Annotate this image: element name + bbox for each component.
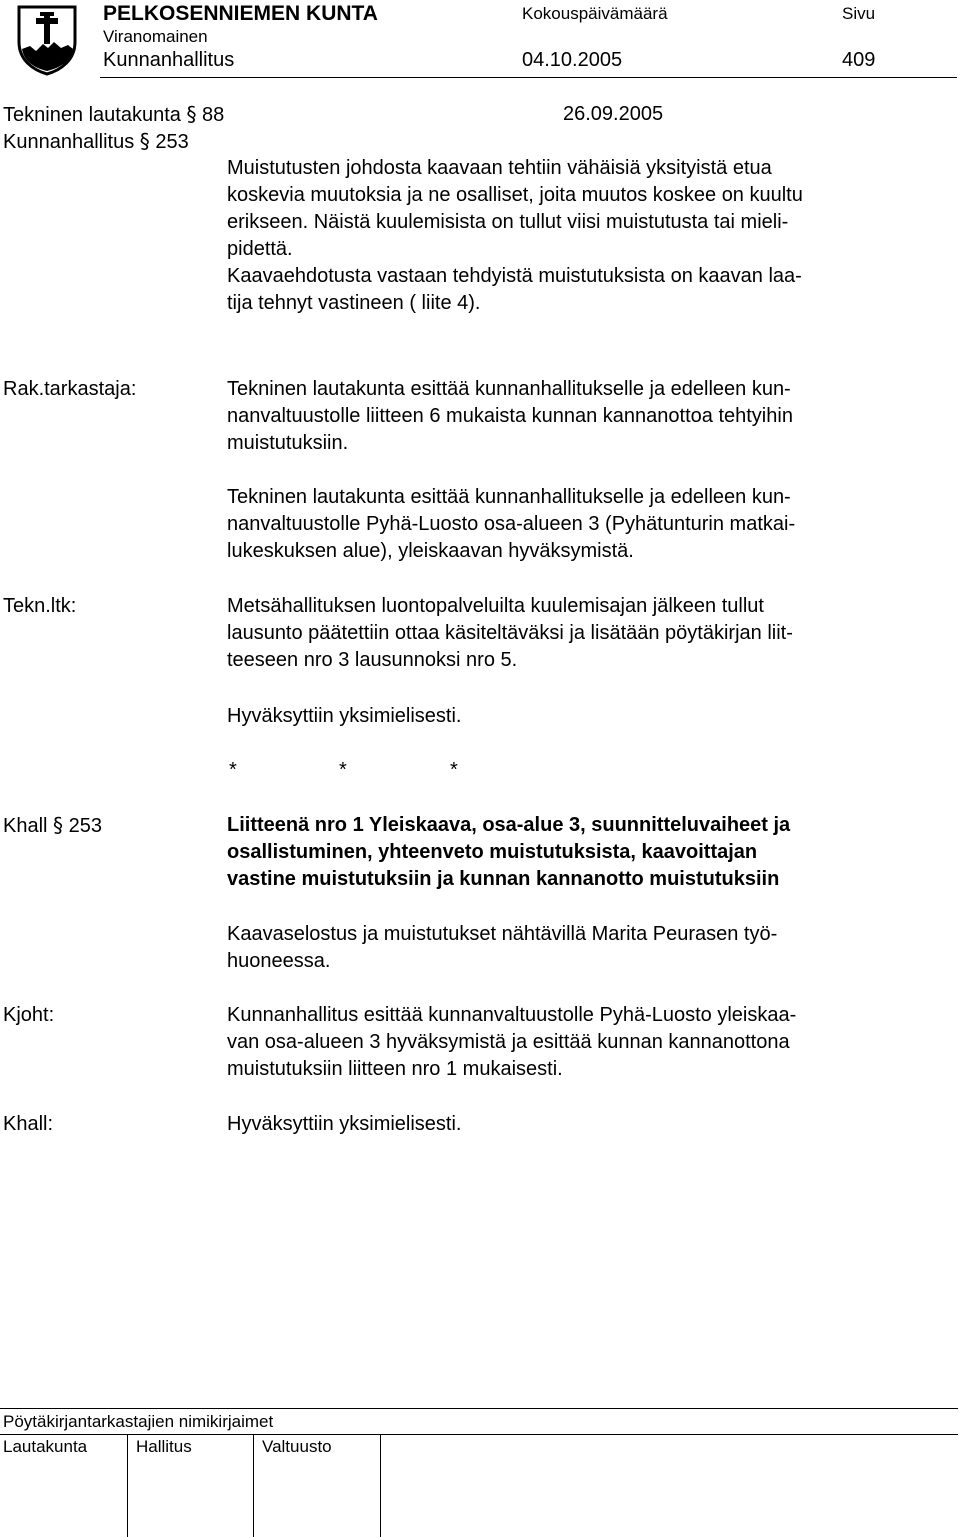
kjoht-line: Kunnanhallitus esittää kunnanvaltuustolle Pyhä-Luosto yleiskaa-	[227, 1004, 797, 1026]
separator-star: *	[339, 759, 347, 781]
intro-line: erikseen. Näistä kuulemisista on tullut viisi muistutusta tai mieli-	[227, 211, 789, 233]
rak-paragraph-2	[227, 484, 795, 565]
intro-line: Kaavaehdotusta vastaan tehdyistä muistutuksista on kaavan laa-	[227, 265, 802, 287]
tekn-label: Tekn.ltk:	[3, 595, 77, 617]
section-sign: §	[186, 102, 197, 126]
tekn-line: lausunto päätettiin ottaa käsiteltäväksi ja lisätään pöytäkirjan liit-	[227, 622, 793, 644]
intro-paragraph	[227, 155, 803, 317]
page-label: Sivu	[842, 4, 876, 23]
intro-line: pidettä.	[227, 238, 293, 260]
intro-line: koskevia muutoksia ja ne osalliset, joita muutos koskee on kuultu	[227, 184, 803, 206]
rak-line: muistutuksiin.	[227, 432, 349, 454]
khall-number: 253	[68, 815, 102, 837]
rak-paragraph-1	[227, 376, 793, 457]
intro-line: tija tehnyt vastineen ( liite 4).	[227, 292, 481, 314]
khall-note	[227, 921, 777, 975]
footer-divider	[380, 1434, 381, 1537]
rak-line: Tekninen lautakunta esittää kunnanhallitukselle ja edelleen kun-	[227, 378, 791, 400]
tekn-decision: Hyväksyttiin yksimielisesti.	[227, 705, 462, 727]
tekn-line: teeseen nro 3 lausunnoksi nro 5.	[227, 649, 518, 671]
footer-divider	[127, 1434, 128, 1537]
organization-name: PELKOSENNIEMEN KUNTA	[103, 2, 378, 25]
rak-label: Rak.tarkastaja:	[3, 378, 137, 400]
header-underline	[100, 77, 957, 78]
kjoht-line: muistutuksiin liitteen nro 1 mukaisesti.	[227, 1058, 563, 1080]
meeting-date: 04.10.2005	[522, 49, 623, 71]
footer-mid-rule	[0, 1434, 958, 1435]
footer-col-lautakunta: Lautakunta	[3, 1437, 88, 1456]
kjoht-paragraph	[227, 1002, 796, 1083]
kjoht-line: van osa-alueen 3 hyväksymistä ja esittää kunnan kannanottona	[227, 1031, 790, 1053]
footer-col-valtuusto: Valtuusto	[262, 1437, 332, 1456]
khall-title-line: vastine muistutuksiin ja kunnan kannanotto muistutuksiin	[227, 868, 780, 890]
municipality-coat-of-arms-logo	[16, 4, 78, 76]
rak-line: nanvaltuustolle Pyhä-Luosto osa-alueen 3 (Pyhätunturin matkai-	[227, 513, 796, 535]
ref2-name: Kunnanhallitus	[3, 131, 135, 153]
section-sign: §	[139, 129, 150, 153]
body-name: Kunnanhallitus	[103, 49, 235, 71]
date-label: Kokouspäivämäärä	[522, 4, 668, 23]
ref1-number: 88	[202, 104, 225, 126]
khall-decision-label: Khall:	[3, 1113, 54, 1135]
ref2-number: 253	[155, 131, 189, 153]
separator-star: *	[229, 759, 237, 781]
page-number: 409	[842, 49, 876, 71]
separator-star: *	[450, 759, 458, 781]
khall-title	[227, 812, 790, 893]
authority-label: Viranomainen	[103, 27, 208, 46]
footer-divider	[253, 1434, 254, 1537]
ref1-name: Tekninen lautakunta	[3, 104, 181, 126]
ref1-date: 26.09.2005	[563, 103, 664, 125]
ref-kunnanhallitus	[3, 128, 189, 156]
kjoht-label: Kjoht:	[3, 1004, 55, 1026]
rak-line: lukeskuksen alue), yleiskaavan hyväksymistä.	[227, 540, 634, 562]
footer-title: Pöytäkirjantarkastajien nimikirjaimet	[3, 1412, 274, 1431]
footer-top-rule	[0, 1408, 958, 1409]
section-sign: §	[53, 813, 64, 837]
khall-title-line: Liitteenä nro 1 Yleiskaava, osa-alue 3, suunnitteluvaiheet ja	[227, 814, 791, 836]
khall-note-line: Kaavaselostus ja muistutukset nähtävillä Marita Peurasen työ-	[227, 923, 778, 945]
footer-col-hallitus: Hallitus	[136, 1437, 192, 1456]
tekn-paragraph	[227, 593, 793, 674]
khall-note-line: huoneessa.	[227, 950, 331, 972]
rak-line: Tekninen lautakunta esittää kunnanhallitukselle ja edelleen kun-	[227, 486, 791, 508]
ref-tekninen-lautakunta	[3, 101, 224, 129]
khall-label: Khall	[3, 815, 48, 837]
rak-line: nanvaltuustolle liitteen 6 mukaista kunnan kannanottoa tehtyihin	[227, 405, 793, 427]
khall-section-ref	[3, 812, 102, 840]
khall-decision-text: Hyväksyttiin yksimielisesti.	[227, 1113, 462, 1135]
intro-line: Muistutusten johdosta kaavaan tehtiin vähäisiä yksityistä etua	[227, 157, 772, 179]
khall-title-line: osallistuminen, yhteenveto muistutuksista, kaavoittajan	[227, 841, 758, 863]
tekn-line: Metsähallituksen luontopalveluilta kuulemisajan jälkeen tullut	[227, 595, 764, 617]
